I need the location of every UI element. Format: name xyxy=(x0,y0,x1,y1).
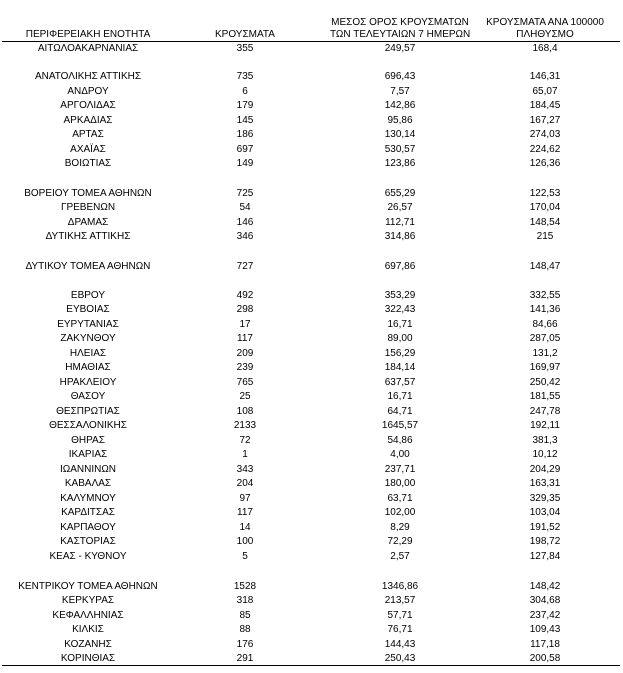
cell-per100k: 332,55 xyxy=(529,290,561,301)
cell-per100k: 304,68 xyxy=(529,595,561,606)
table-row xyxy=(0,477,623,492)
cell-avg7: 184,14 xyxy=(384,362,416,373)
cell-per100k: 198,72 xyxy=(529,536,561,547)
table-row xyxy=(0,289,623,304)
table-row xyxy=(0,128,623,143)
header-per100k xyxy=(470,17,620,41)
cell-cases: 146 xyxy=(236,217,254,228)
table-row xyxy=(0,419,623,434)
cell-cases: 97 xyxy=(239,493,251,504)
cell-per100k: 200,58 xyxy=(529,653,561,664)
cell-cases: 54 xyxy=(239,202,251,213)
cell-cases: 355 xyxy=(236,43,254,54)
table-row xyxy=(0,114,623,129)
cell-avg7: 63,71 xyxy=(387,493,413,504)
cell-avg7: 123,86 xyxy=(384,158,416,169)
cell-avg7: 89,00 xyxy=(387,333,413,344)
cell-per100k: 169,97 xyxy=(529,362,561,373)
cell-cases: 727 xyxy=(236,261,254,272)
cell-per100k: 103,04 xyxy=(529,507,561,518)
cell-avg7: 8,29 xyxy=(390,522,410,533)
table-row xyxy=(0,260,623,275)
cell-region: ΑΧΑΪΑΣ xyxy=(70,144,106,155)
cell-avg7: 530,57 xyxy=(384,144,416,155)
cell-per100k: 250,42 xyxy=(529,377,561,388)
cell-cases: 108 xyxy=(236,406,254,417)
table-row xyxy=(0,157,623,172)
cell-per100k: 117,18 xyxy=(530,639,560,650)
cell-cases: 145 xyxy=(236,115,254,126)
cell-per100k: 192,11 xyxy=(530,420,560,431)
cell-per100k: 65,07 xyxy=(532,86,558,97)
cell-region: ΑΙΤΩΛΟΑΚΑΡΝΑΝΙΑΣ xyxy=(37,43,139,54)
cell-avg7: 16,71 xyxy=(387,319,413,330)
cell-per100k: 181,55 xyxy=(529,391,561,402)
cell-region: ΙΚΑΡΙΑΣ xyxy=(68,449,108,460)
cell-per100k: 163,31 xyxy=(529,478,561,489)
cell-per100k: 167,27 xyxy=(529,115,561,126)
cell-avg7: 7,57 xyxy=(390,86,410,97)
cell-avg7: 4,00 xyxy=(390,449,410,460)
cell-region: ΑΝΑΤΟΛΙΚΗΣ ΑΤΤΙΚΗΣ xyxy=(34,71,142,82)
table-row xyxy=(0,216,623,231)
cell-avg7: 76,71 xyxy=(387,624,413,635)
cell-region: ΔΥΤΙΚΟΥ ΤΟΜΕΑ ΑΘΗΝΩΝ xyxy=(25,261,151,272)
cell-avg7: 237,71 xyxy=(384,464,416,475)
cell-cases: 209 xyxy=(236,348,254,359)
cell-cases: 735 xyxy=(236,71,254,82)
cell-avg7: 249,57 xyxy=(384,43,416,54)
cell-avg7: 57,71 xyxy=(387,610,413,621)
cell-per100k: 224,62 xyxy=(529,144,561,155)
cell-per100k: 191,52 xyxy=(529,522,561,533)
table-row xyxy=(0,230,623,245)
cell-region: ΓΡΕΒΕΝΩΝ xyxy=(60,202,116,213)
cell-avg7: 1645,57 xyxy=(381,420,419,431)
table-row xyxy=(0,521,623,536)
table-row xyxy=(0,623,623,638)
cell-cases: 117 xyxy=(237,333,253,344)
cell-avg7: 130,14 xyxy=(384,129,416,140)
table-row xyxy=(0,332,623,347)
cell-cases: 239 xyxy=(236,362,254,373)
cell-cases: 72 xyxy=(239,435,251,446)
cell-cases: 25 xyxy=(239,391,251,402)
table-row xyxy=(0,70,623,85)
cell-region: ΗΡΑΚΛΕΙΟΥ xyxy=(59,377,117,388)
cell-cases: 149 xyxy=(236,158,254,169)
cell-cases: 291 xyxy=(236,653,254,664)
cell-cases: 1 xyxy=(242,449,248,460)
cell-region: ΕΒΡΟΥ xyxy=(70,290,106,301)
table-row xyxy=(0,609,623,624)
cell-cases: 346 xyxy=(236,231,254,242)
cell-per100k: 215 xyxy=(536,231,554,242)
cell-cases: 318 xyxy=(236,595,254,606)
cell-cases: 1528 xyxy=(233,581,257,592)
cell-region: ΙΩΑΝΝΙΝΩΝ xyxy=(59,464,117,475)
cell-avg7: 250,43 xyxy=(384,653,416,664)
cell-avg7: 637,57 xyxy=(384,377,416,388)
cell-cases: 204 xyxy=(236,478,254,489)
cell-per100k: 84,66 xyxy=(532,319,558,330)
cell-region: ΑΝΔΡΟΥ xyxy=(67,86,109,97)
cell-region: ΚΕΝΤΡΙΚΟΥ ΤΟΜΕΑ ΑΘΗΝΩΝ xyxy=(18,581,158,592)
cell-region: ΚΙΛΚΙΣ xyxy=(72,624,104,635)
cell-region: ΔΡΑΜΑΣ xyxy=(67,217,109,228)
table-row xyxy=(0,361,623,376)
cell-region: ΚΑΡΠΑΘΟΥ xyxy=(60,522,116,533)
table-row xyxy=(0,318,623,333)
cell-per100k: 141,36 xyxy=(529,304,561,315)
cell-region: ΚΕΡΚΥΡΑΣ xyxy=(61,595,115,606)
table-row xyxy=(0,390,623,405)
cell-avg7: 655,29 xyxy=(384,188,416,199)
cell-cases: 176 xyxy=(236,639,254,650)
cell-region: ΒΟΙΩΤΙΑΣ xyxy=(64,158,112,169)
header-avg7 xyxy=(330,17,470,41)
cell-avg7: 144,43 xyxy=(384,639,416,650)
cell-avg7: 353,29 xyxy=(384,290,416,301)
table-row xyxy=(0,187,623,202)
cell-per100k: 237,42 xyxy=(529,610,561,621)
header-per100k-line1: ΚΡΟΥΣΜΑΤΑ ΑΝΑ 100000 xyxy=(486,17,604,28)
cell-cases: 2133 xyxy=(233,420,257,431)
table-row xyxy=(0,463,623,478)
cell-avg7: 102,00 xyxy=(384,507,416,518)
cell-cases: 697 xyxy=(236,144,254,155)
cell-region: ΘΑΣΟΥ xyxy=(70,391,106,402)
cell-cases: 492 xyxy=(236,290,254,301)
cell-cases: 100 xyxy=(236,536,254,547)
cell-avg7: 1346,86 xyxy=(381,581,419,592)
cell-cases: 298 xyxy=(236,304,254,315)
table-row xyxy=(0,434,623,449)
cell-cases: 179 xyxy=(236,100,254,111)
cell-cases: 117 xyxy=(237,507,253,518)
table-row xyxy=(0,638,623,653)
table-row xyxy=(0,448,623,463)
cell-per100k: 148,42 xyxy=(529,581,561,592)
cell-per100k: 10,12 xyxy=(532,449,558,460)
cell-avg7: 213,57 xyxy=(384,595,416,606)
table-row xyxy=(0,492,623,507)
cell-cases: 186 xyxy=(236,129,254,140)
cell-avg7: 72,29 xyxy=(387,536,413,547)
cell-avg7: 180,00 xyxy=(384,478,416,489)
table-row xyxy=(0,405,623,420)
table-row xyxy=(0,303,623,318)
cell-per100k: 168,4 xyxy=(532,43,558,54)
cell-region: ΕΥΡΥΤΑΝΙΑΣ xyxy=(57,319,119,330)
cell-cases: 85 xyxy=(239,610,251,621)
cell-cases: 88 xyxy=(239,624,251,635)
cell-region: ΕΥΒΟΙΑΣ xyxy=(66,304,110,315)
cell-avg7: 112,71 xyxy=(385,217,415,228)
cell-avg7: 142,86 xyxy=(384,100,416,111)
cell-avg7: 95,86 xyxy=(387,115,413,126)
cell-region: ΚΑΒΑΛΑΣ xyxy=(64,478,112,489)
header-avg7-line1: ΜΕΣΟΣ ΟΡΟΣ ΚΡΟΥΣΜΑΤΩΝ xyxy=(331,17,469,28)
cell-region: ΘΕΣΠΡΩΤΙΑΣ xyxy=(56,406,120,417)
cell-cases: 14 xyxy=(239,522,251,533)
header-cases: ΚΡΟΥΣΜΑΤΑ xyxy=(215,29,275,40)
cell-avg7: 2,57 xyxy=(390,551,410,562)
cell-cases: 17 xyxy=(239,319,251,330)
header-per100k-line2: ΠΛΗΘΥΣΜΟ xyxy=(516,29,574,40)
header-avg7-line2: ΤΩΝ ΤΕΛΕΥΤΑΙΩΝ 7 ΗΜΕΡΩΝ xyxy=(330,29,471,40)
table-row xyxy=(0,347,623,362)
table-row xyxy=(0,42,623,57)
cell-region: ΖΑΚΥΝΘΟΥ xyxy=(60,333,116,344)
table-row xyxy=(0,376,623,391)
cell-region: ΚΟΖΑΝΗΣ xyxy=(64,639,112,650)
table-row xyxy=(0,201,623,216)
cell-region: ΘΗΡΑΣ xyxy=(71,435,105,446)
table-row xyxy=(0,535,623,550)
cell-per100k: 148,54 xyxy=(529,217,561,228)
cell-avg7: 54,86 xyxy=(387,435,413,446)
cell-per100k: 127,84 xyxy=(529,551,561,562)
cell-region: ΚΑΣΤΟΡΙΑΣ xyxy=(60,536,116,547)
bottom-rule xyxy=(2,665,620,666)
cell-region: ΚΑΛΥΜΝΟΥ xyxy=(60,493,116,504)
cell-avg7: 26,57 xyxy=(387,202,413,213)
cell-region: ΔΥΤΙΚΗΣ ΑΤΤΙΚΗΣ xyxy=(45,231,131,242)
table-row xyxy=(0,99,623,114)
cell-region: ΑΡΤΑΣ xyxy=(72,129,104,140)
cell-region: ΚΑΡΔΙΤΣΑΣ xyxy=(61,507,115,518)
cell-avg7: 322,43 xyxy=(384,304,416,315)
cell-per100k: 146,31 xyxy=(529,71,561,82)
cell-per100k: 109,43 xyxy=(529,624,561,635)
cell-per100k: 247,78 xyxy=(529,406,561,417)
table-row xyxy=(0,506,623,521)
cell-region: ΗΜΑΘΙΑΣ xyxy=(65,362,111,373)
cell-per100k: 287,05 xyxy=(529,333,561,344)
cell-per100k: 274,03 xyxy=(529,129,561,140)
cell-avg7: 697,86 xyxy=(384,261,416,272)
cell-per100k: 204,29 xyxy=(529,464,561,475)
cell-region: ΘΕΣΣΑΛΟΝΙΚΗΣ xyxy=(49,420,127,431)
cell-avg7: 696,43 xyxy=(384,71,416,82)
cell-cases: 765 xyxy=(236,377,254,388)
cell-region: ΗΛΕΙΑΣ xyxy=(69,348,107,359)
cell-region: ΑΡΚΑΔΙΑΣ xyxy=(63,115,113,126)
cell-region: ΚΕΦΑΛΛΗΝΙΑΣ xyxy=(52,610,124,621)
cell-per100k: 381,3 xyxy=(532,435,558,446)
cell-per100k: 170,04 xyxy=(529,202,561,213)
cell-avg7: 16,71 xyxy=(387,391,413,402)
cell-region: ΚΟΡΙΝΘΙΑΣ xyxy=(60,653,116,664)
cell-per100k: 122,53 xyxy=(529,188,561,199)
table-row xyxy=(0,143,623,158)
cell-avg7: 64,71 xyxy=(387,406,413,417)
table-row xyxy=(0,580,623,595)
cell-region: ΚΕΑΣ - ΚΥΘΝΟΥ xyxy=(49,551,127,562)
cell-region: ΒΟΡΕΙΟΥ ΤΟΜΕΑ ΑΘΗΝΩΝ xyxy=(24,188,152,199)
cell-cases: 6 xyxy=(242,86,248,97)
table-row xyxy=(0,550,623,565)
cell-avg7: 156,29 xyxy=(384,348,416,359)
cell-per100k: 148,47 xyxy=(529,261,561,272)
cell-per100k: 329,35 xyxy=(529,493,561,504)
cell-cases: 725 xyxy=(236,188,254,199)
cell-region: ΑΡΓΟΛΙΔΑΣ xyxy=(60,100,116,111)
cell-cases: 5 xyxy=(242,551,248,562)
cell-per100k: 131,2 xyxy=(532,348,558,359)
header-region: ΠΕΡΙΦΕΡΕΙΑΚΗ ΕΝΟΤΗΤΑ xyxy=(25,29,151,40)
cell-cases: 343 xyxy=(236,464,254,475)
table-row xyxy=(0,594,623,609)
cell-avg7: 314,86 xyxy=(384,231,416,242)
cell-per100k: 184,45 xyxy=(529,100,561,111)
table-row xyxy=(0,85,623,100)
cell-per100k: 126,36 xyxy=(529,158,561,169)
